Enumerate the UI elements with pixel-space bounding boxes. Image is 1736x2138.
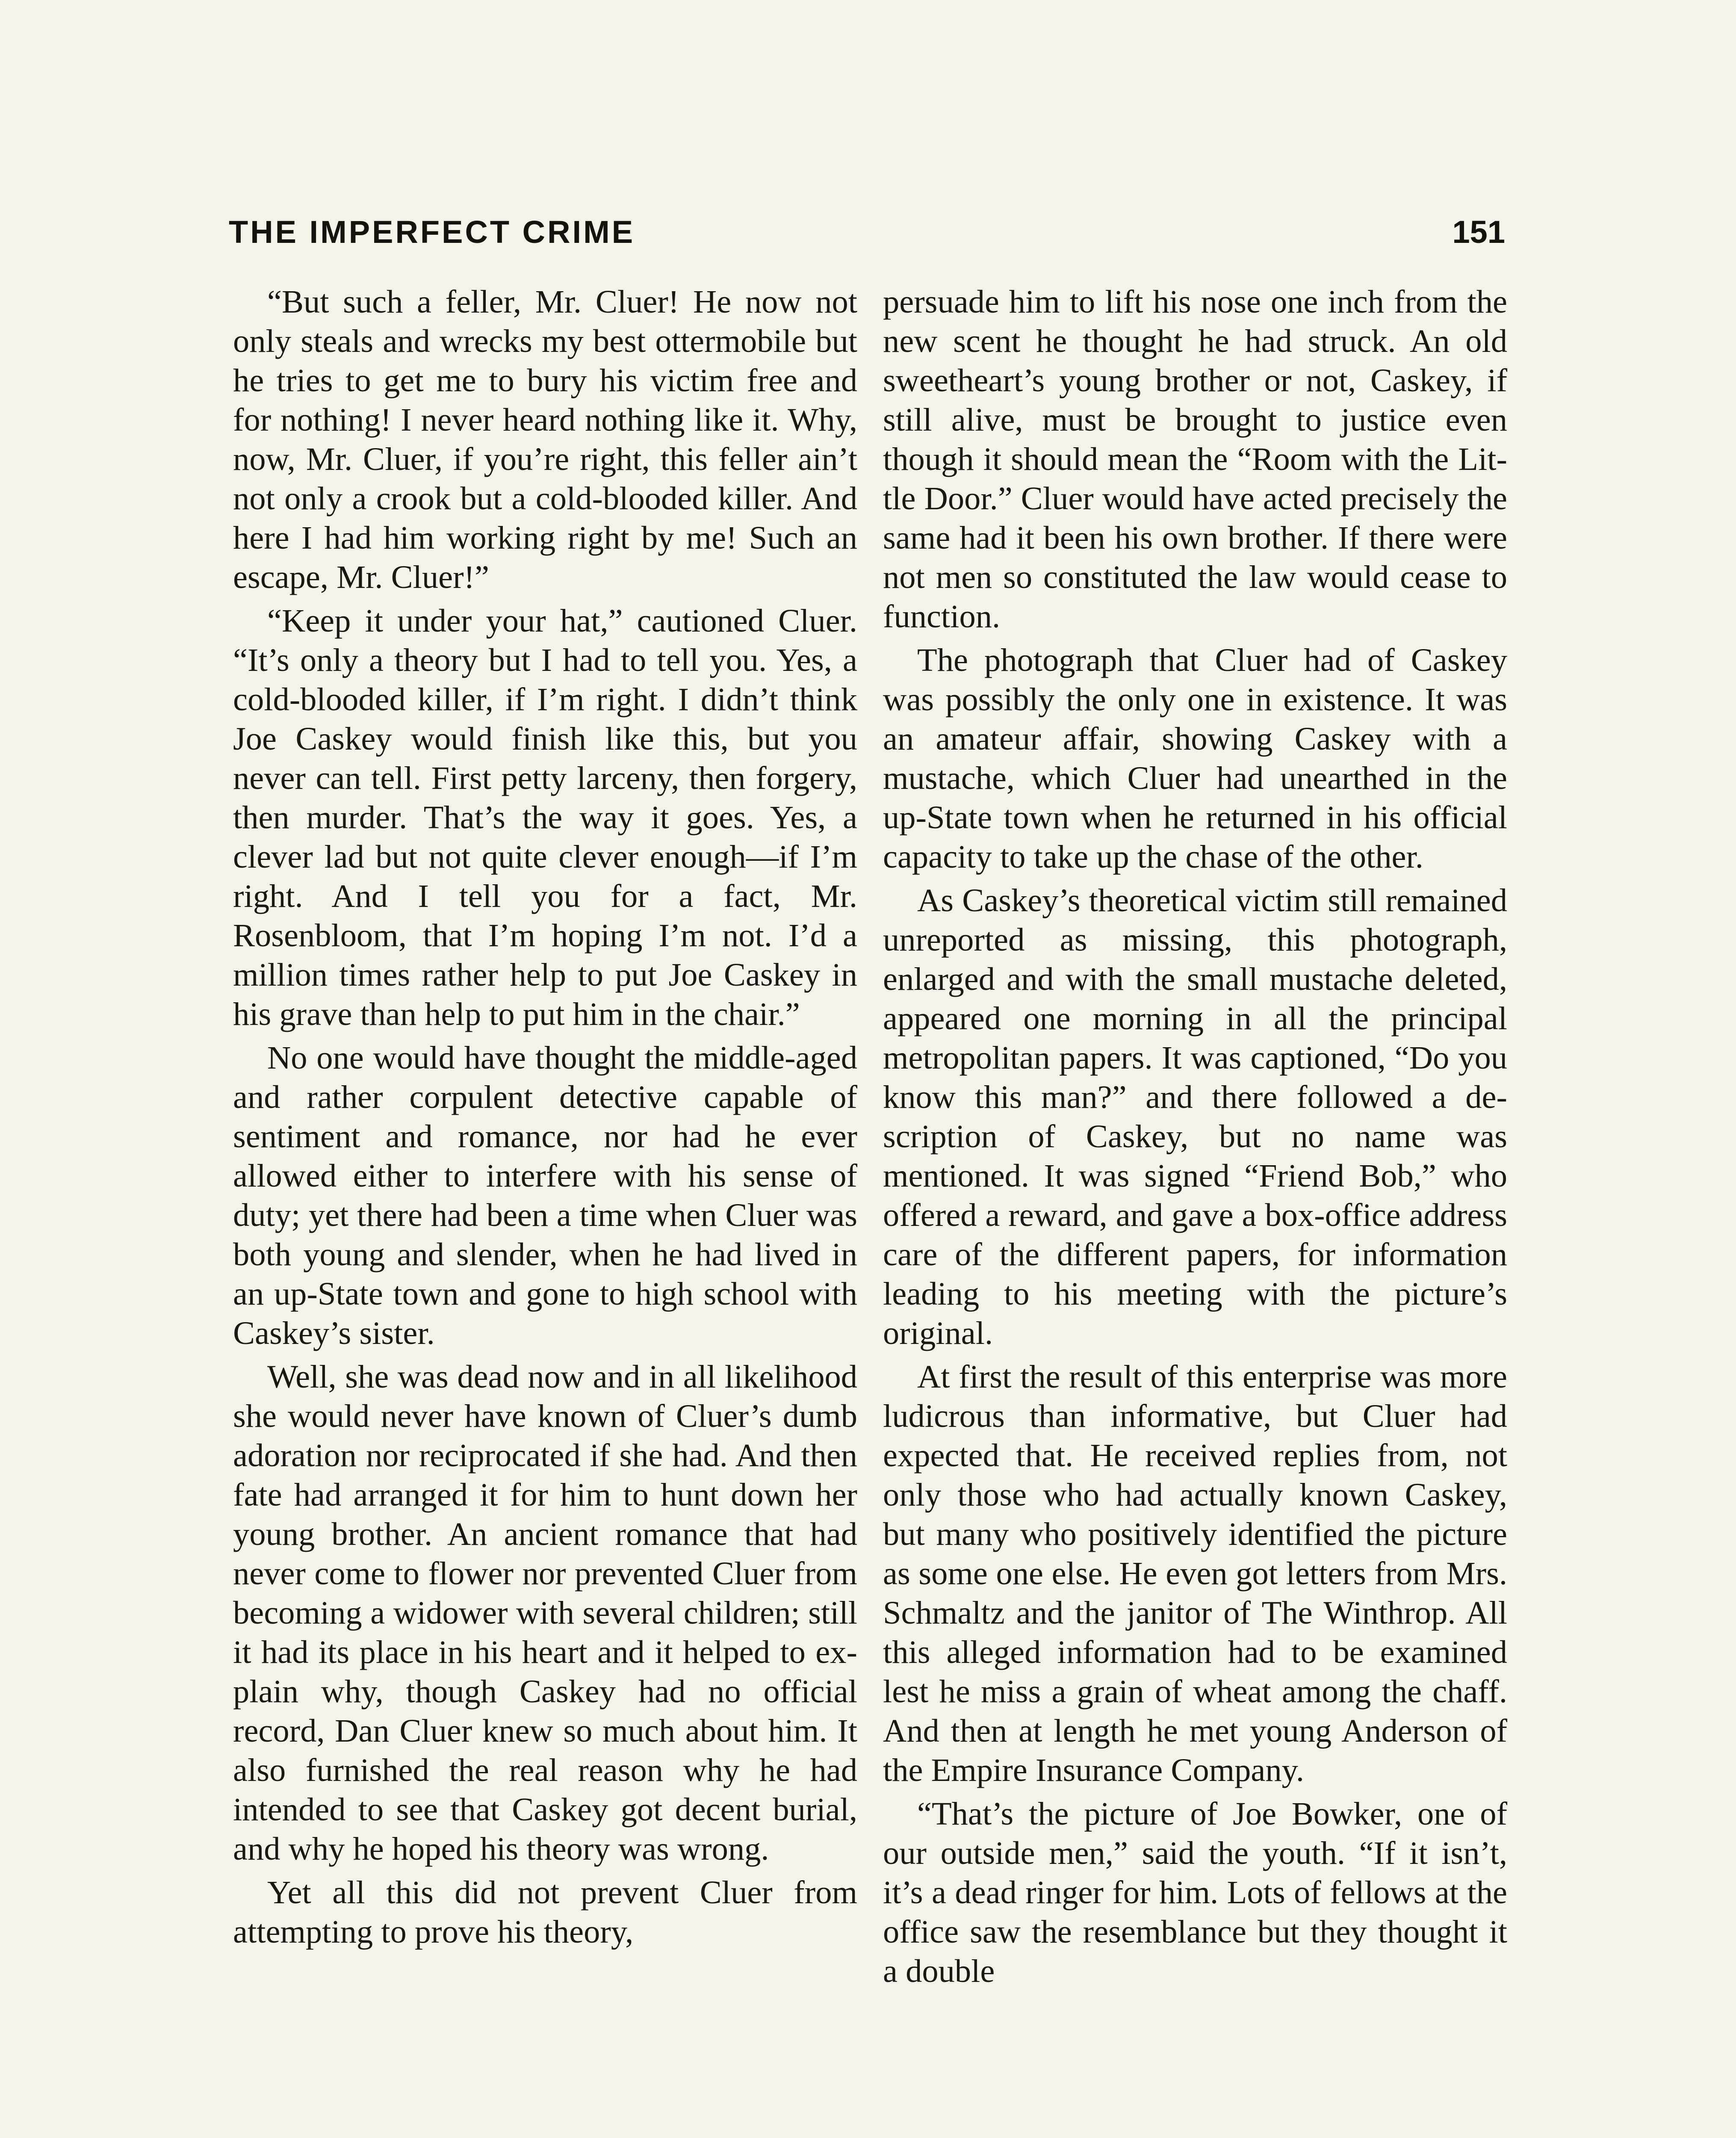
paragraph: As Caskey’s theoretical victim still remained unreported as missing, this photograph, enlarged and with the small mustache deleted, appeared one morning in all the principal metropolitan papers. It was captioned, “Do you know this man?” and there followed a description of Caskey, but no name was mentioned. It was signed “Friend Bob,” who offered a reward, and gave a box-office address care of the different papers, for information leading to his meeting with the picture’s original.: [883, 882, 1507, 1351]
paragraph: At first the result of this enterprise was more ludicrous than informative, but Cluer had expected that. He received replies from, not only those who had actually known Caskey, but many who positively identified the picture as some one else. He even got letters from Mrs. Schmaltz and the janitor of The Winthrop. All this alleged information had to be examined lest he miss a grain of wheat among the chaff. And then at length he met young Anderson of the Empire Insurance Company.: [883, 1358, 1507, 1788]
left-column: [233, 282, 857, 1956]
paragraph: “Keep it under your hat,” cautioned Cluer. “It’s only a theory but I had to tell you. Yes, a cold-blooded killer, if I’m right. I didn’t think Joe Caskey would finish like this, but you never can tell. First petty larceny, then forgery, then murder. That’s the way it goes. Yes, a clever lad but not quite clever enough—if I’m right. And I tell you for a fact, Mr. Rosenbloom, that I’m hoping I’m not. I’d a million times rather help to put Joe Caskey in his grave than help to put him in the chair.”: [233, 602, 857, 1032]
paragraph: Yet all this did not prevent Cluer from attempting to prove his theory,: [233, 1874, 857, 1950]
page-header: [229, 214, 1505, 261]
paragraph-continued: persuade him to lift his nose one inch from the new scent he thought he had struck. An old sweetheart’s young brother or not, Caskey, if still alive, must be brought to justice even though it should mean the “Room with the Little Door.” Cluer would have acted precisely the same had it been his own brother. If there were not men so constituted the law would cease to function.: [883, 283, 1507, 635]
paragraph: No one would have thought the middle-aged and rather corpulent detective capable of sentiment and romance, nor had he ever allowed either to interfere with his sense of duty; yet there had been a time when Cluer was both young and slender, when he had lived in an up-State town and gone to high school with Caskey’s sister.: [233, 1039, 857, 1351]
paragraph: “That’s the picture of Joe Bowker, one of our outside men,” said the youth. “If it isn’t, it’s a dead ringer for him. Lots of fellows at the office saw the resemblance but they thought it a double: [883, 1795, 1507, 1989]
right-column: [883, 282, 1507, 1995]
page-number: 151: [1452, 214, 1505, 250]
paragraph: “But such a feller, Mr. Cluer! He now not only steals and wrecks my best ottermobile but he tries to get me to bury his victim free and for nothing! I never heard nothing like it. Why, now, Mr. Cluer, if you’re right, this feller ain’t not only a crook but a cold-blooded killer. And here I had him working right by me! Such an escape, Mr. Cluer!”: [233, 283, 857, 595]
paragraph: Well, she was dead now and in all likelihood she would never have known of Cluer’s dumb adoration nor reciprocated if she had. And then fate had arranged it for him to hunt down her young brother. An ancient romance that had never come to flower nor prevented Cluer from becoming a widower with several children; still it had its place in his heart and it helped to explain why, though Caskey had no official record, Dan Cluer knew so much about him. It also furnished the real reason why he had intended to see that Caskey got decent burial, and why he hoped his theory was wrong.: [233, 1358, 857, 1867]
running-title: THE IMPERFECT CRIME: [229, 214, 635, 250]
paragraph: The photograph that Cluer had of Caskey was possibly the only one in existence. It was an amateur affair, showing Caskey with a mustache, which Cluer had unearthed in the up-State town when he returned in his official capacity to take up the chase of the other.: [883, 642, 1507, 875]
